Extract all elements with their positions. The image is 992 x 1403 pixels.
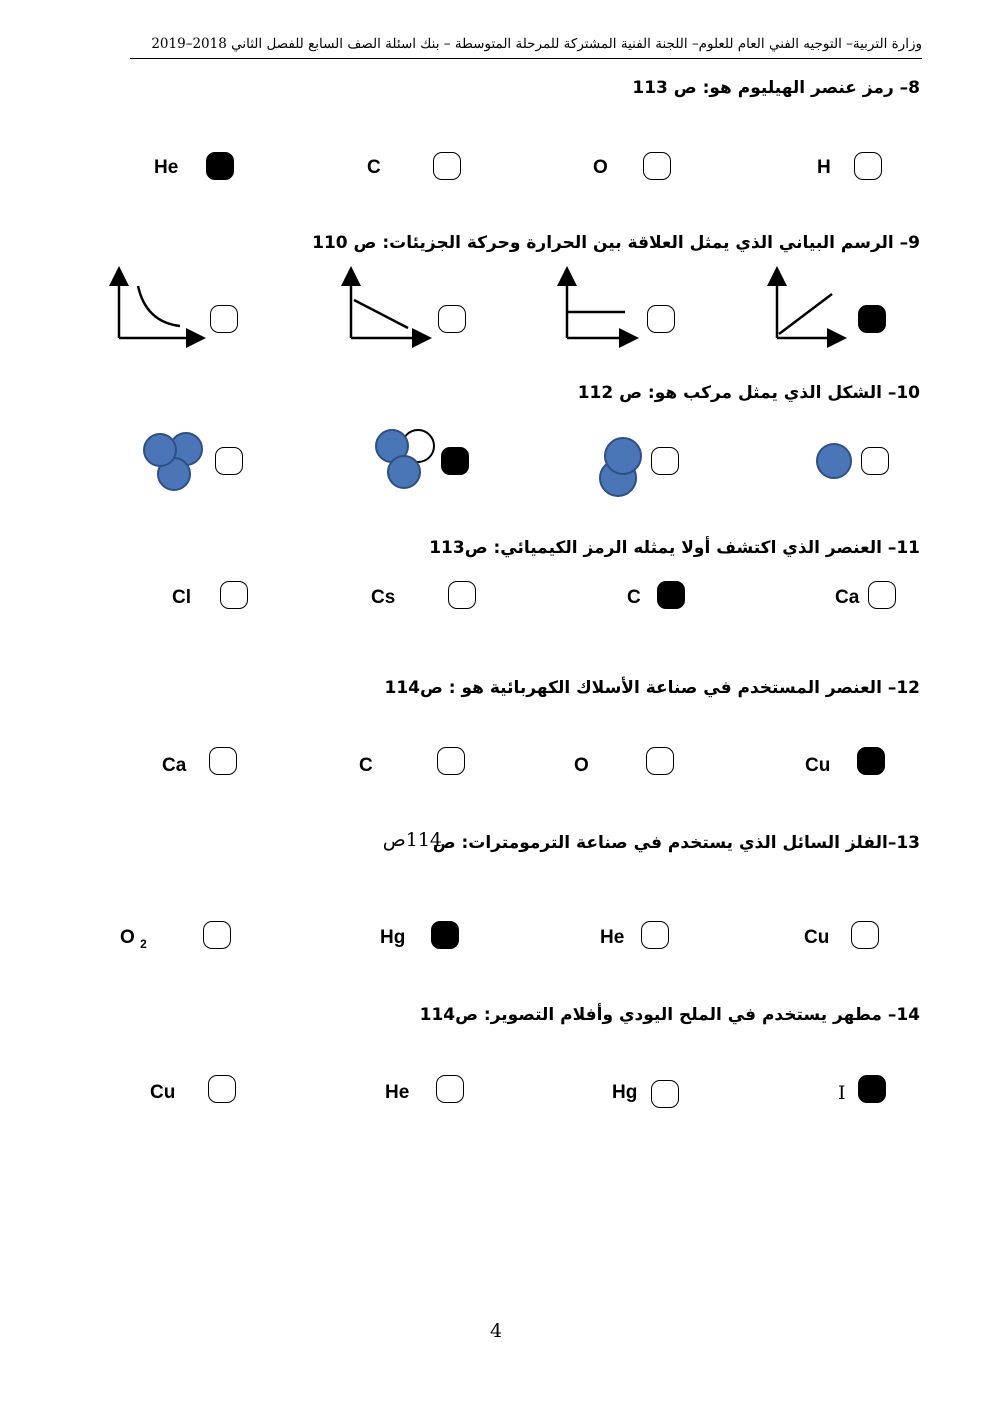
option-symbol-cu: Cu xyxy=(804,927,830,948)
option-symbol-c: C xyxy=(359,755,373,776)
three-atoms-one-different-icon xyxy=(370,426,440,496)
answer-box-q12-cu-selected[interactable] xyxy=(857,747,885,775)
answer-box-q9-decreasing[interactable] xyxy=(438,305,466,333)
flat-line-graph-icon xyxy=(557,270,637,342)
option-symbol-cl: Cl xyxy=(172,587,191,608)
question-13: 13–الفلز السائل الذي يستخدم في صناعة الترمومترات: ص xyxy=(432,833,920,853)
option-symbol-ca: Ca xyxy=(162,755,187,776)
question-10: 10– الشكل الذي يمثل مركب هو: ص 112 xyxy=(577,383,920,403)
question-13-page-ref: 114ص xyxy=(382,829,442,851)
answer-box-q10-three-atoms[interactable] xyxy=(215,447,243,475)
answer-box-q10-one-atom[interactable] xyxy=(861,447,889,475)
option-symbol-he: He xyxy=(385,1082,410,1103)
answer-box-q10-two-atoms[interactable] xyxy=(651,447,679,475)
answer-box-q14-cu[interactable] xyxy=(208,1075,236,1103)
answer-box-q13-hg-selected[interactable] xyxy=(431,921,459,949)
two-identical-atoms-icon xyxy=(812,440,856,484)
answer-box-q13-cu[interactable] xyxy=(851,921,879,949)
question-11: 11– العنصر الذي اكتشف أولا يمثله الرمز الكيميائي: ص113 xyxy=(429,538,920,558)
option-symbol-cu: Cu xyxy=(150,1082,176,1103)
page-number: 4 xyxy=(489,1320,503,1342)
answer-box-q14-he[interactable] xyxy=(436,1075,464,1103)
decreasing-curve-graph-icon xyxy=(108,270,203,342)
answer-box-q14-hg[interactable] xyxy=(651,1080,679,1108)
question-9: 9– الرسم البياني الذي يمثل العلاقة بين الحرارة وحركة الجزيئات: ص 110 xyxy=(312,233,920,253)
answer-box-q8-h[interactable] xyxy=(854,152,882,180)
three-identical-atoms-icon xyxy=(140,428,210,498)
option-symbol-cs: Cs xyxy=(371,587,396,608)
answer-box-q11-c-selected[interactable] xyxy=(657,581,685,609)
option-symbol-o2 xyxy=(120,927,147,955)
o2-base: O xyxy=(120,927,135,948)
option-symbol-i: I xyxy=(838,1082,846,1104)
option-symbol-o: O xyxy=(593,157,608,178)
page-header: وزارة التربية– التوجيه الفني العام للعلوم– اللجنة الفنية المشتركة للمرحلة المتوسطة – بنك اسئلة الصف السابع للفصل الثاني 2018–2019 xyxy=(130,36,922,59)
answer-box-q10-compound-selected[interactable] xyxy=(441,447,469,475)
increasing-line-graph-icon xyxy=(765,270,845,342)
answer-box-q8-he-selected[interactable] xyxy=(206,152,234,180)
question-14: 14– مطهر يستخدم في الملح اليودي وأفلام التصوير: ص114 xyxy=(419,1005,920,1025)
answer-box-q12-c[interactable] xyxy=(437,747,465,775)
option-symbol-o: O xyxy=(574,755,589,776)
answer-box-q12-ca[interactable] xyxy=(209,747,237,775)
answer-box-q9-curve[interactable] xyxy=(210,305,238,333)
option-symbol-c: C xyxy=(367,157,381,178)
question-8: 8– رمز عنصر الهيليوم هو: ص 113 xyxy=(632,78,920,98)
answer-box-q9-increasing-selected[interactable] xyxy=(858,305,886,333)
question-12: 12– العنصر المستخدم في صناعة الأسلاك الكهربائية هو : ص114 xyxy=(384,678,920,698)
answer-box-q13-o2[interactable] xyxy=(203,921,231,949)
option-symbol-hg: Hg xyxy=(380,927,406,948)
answer-box-q9-flat[interactable] xyxy=(647,305,675,333)
answer-box-q14-i-selected[interactable] xyxy=(858,1075,886,1103)
answer-box-q11-cl[interactable] xyxy=(220,581,248,609)
answer-box-q11-cs[interactable] xyxy=(448,581,476,609)
answer-box-q12-o[interactable] xyxy=(646,747,674,775)
o2-subscript: 2 xyxy=(140,937,147,951)
option-symbol-ca: Ca xyxy=(835,587,860,608)
option-symbol-h: H xyxy=(817,157,831,178)
answer-box-q13-he[interactable] xyxy=(641,921,669,949)
answer-box-q11-ca[interactable] xyxy=(868,581,896,609)
option-symbol-hg: Hg xyxy=(612,1082,638,1103)
answer-box-q8-c[interactable] xyxy=(433,152,461,180)
answer-box-q8-o[interactable] xyxy=(643,152,671,180)
decreasing-line-graph-icon xyxy=(340,270,430,342)
option-symbol-he: He xyxy=(154,157,179,178)
two-stacked-atoms-icon xyxy=(595,432,645,502)
option-symbol-he: He xyxy=(600,927,625,948)
option-symbol-cu: Cu xyxy=(805,755,831,776)
option-symbol-c: C xyxy=(627,587,641,608)
